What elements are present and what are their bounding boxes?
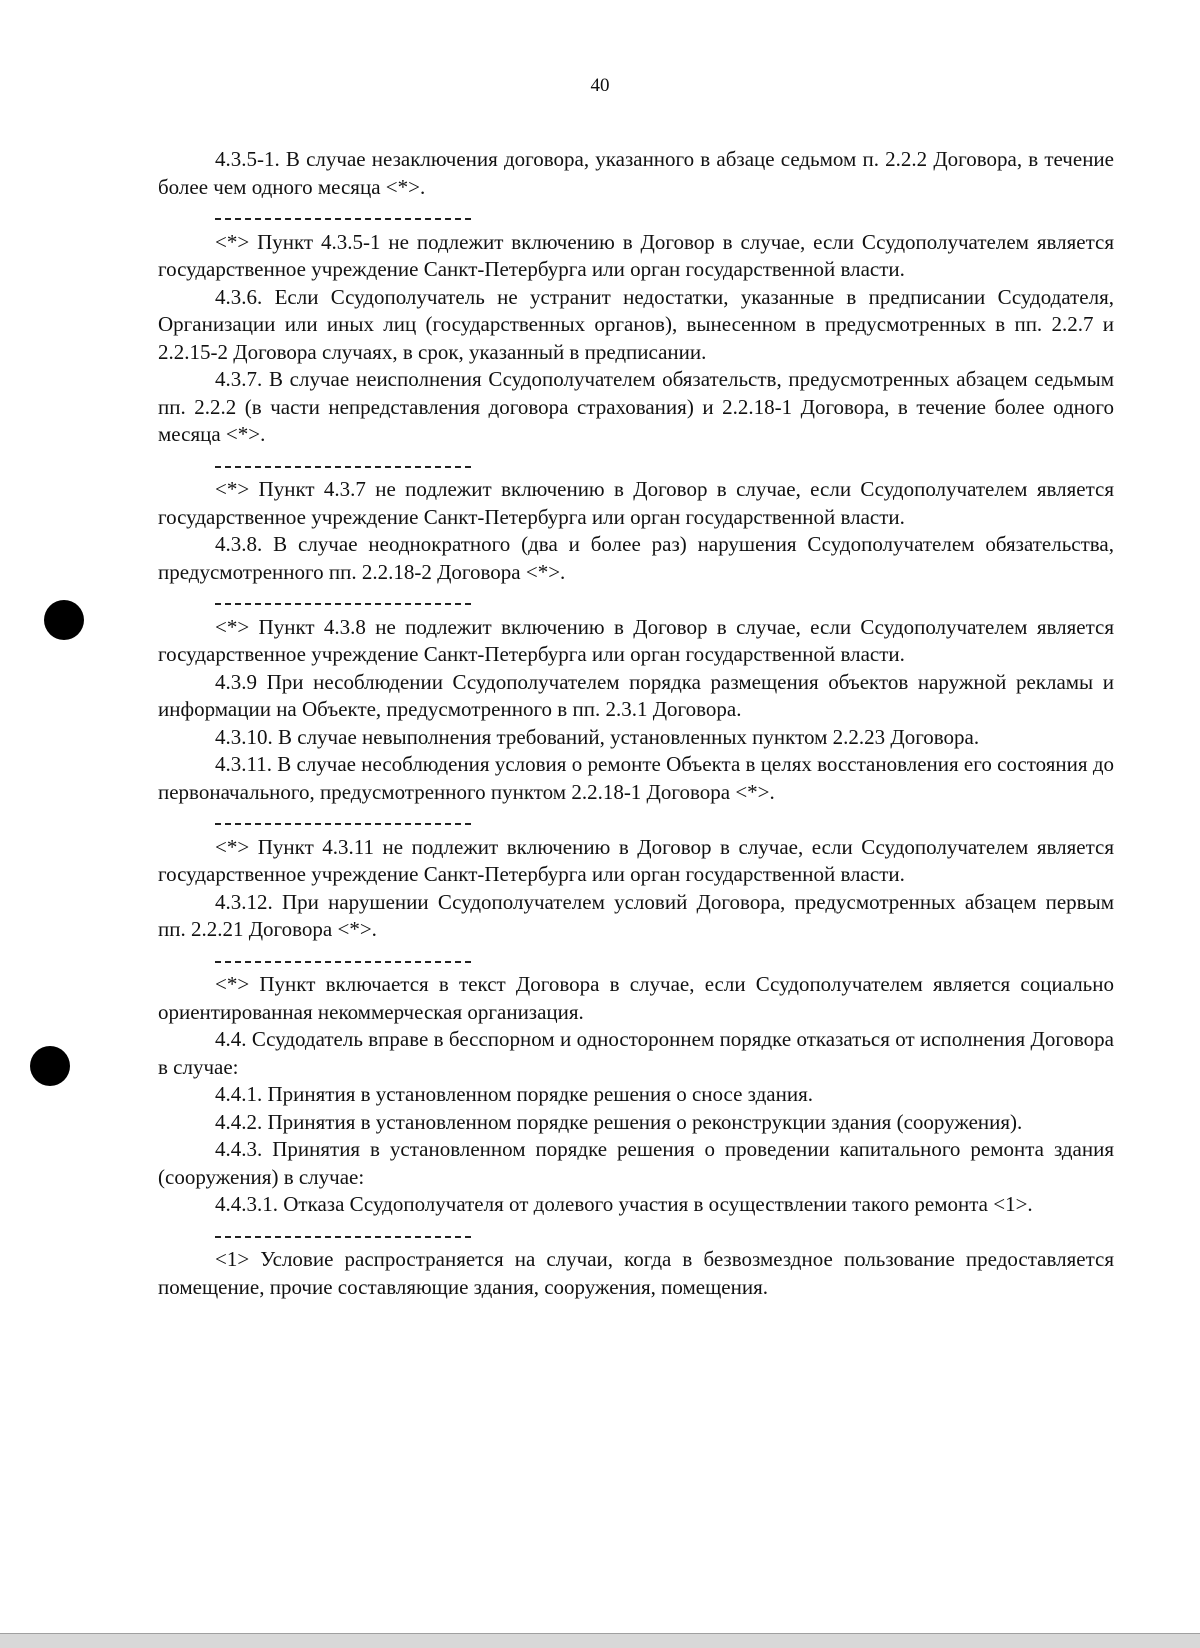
clause-4-4-1: 4.4.1. Принятия в установленном порядке решения о сносе здания. [215, 1082, 813, 1106]
clause-4-4: 4.4. Ссудодатель вправе в бесспорном и одностороннем порядке отказаться от исполнения Договора в случае: [158, 1027, 1114, 1079]
clause-4-3-5-1: 4.3.5-1. В случае незаключения договора, указанного в абзаце седьмом п. 2.2.2 Договора, в течение более чем одного месяца <*>. [158, 147, 1114, 199]
clause-4-3-7: 4.3.7. В случае неисполнения Ссудополучателем обязательств, предусмотренных абзацем седьмым пп. 2.2.2 (в части непредставления договора страхования) и 2.2.18-1 Договора, в течение более одного месяца <*>. [158, 367, 1114, 446]
footnote-separator [215, 806, 471, 834]
clause-4-3-9: 4.3.9 При несоблюдении Ссудополучателем порядка размещения объектов наружной рекламы и информации на Объекте, предусмотренного в пп. 2.3.1 Договора. [158, 669, 1114, 721]
clause-4-3-11: 4.3.11. В случае несоблюдения условия о ремонте Объекта в целях восстановления его состояния до первоначального, предусмотренного пунктом 2.2.18-1 Договора <*>. [158, 752, 1114, 804]
punch-hole-mark [44, 600, 84, 640]
footnote-separator [215, 586, 471, 614]
footnote-4-3-8: <*> Пункт 4.3.8 не подлежит включению в Договор в случае, если Ссудополучателем является государственное учреждение Санкт-Петербурга или орган государственной власти. [158, 614, 1114, 666]
clause-4-4-3: 4.4.3. Принятия в установленном порядке решения о проведении капитального ремонта здания (сооружения) в случае: [158, 1137, 1114, 1189]
clause-4-3-8: 4.3.8. В случае неоднократного (два и более раз) нарушения Ссудополучателем обязательства, предусмотренного пп. 2.2.18-2 Договора <*>. [158, 532, 1114, 584]
footnote-separator [215, 944, 471, 972]
page-number: 40 [590, 75, 610, 96]
footnote-separator [215, 1219, 471, 1247]
clause-4-3-12: 4.3.12. При нарушении Ссудополучателем условий Договора, предусмотренных абзацем первым пп. 2.2.21 Договора <*>. [158, 889, 1114, 941]
clause-4-3-10: 4.3.10. В случае невыполнения требований, установленных пунктом 2.2.23 Договора. [215, 724, 980, 749]
footnote-4-3-12: <*> Пункт включается в текст Договора в случае, если Ссудополучателем является социально ориентированная некоммерческая организация. [158, 972, 1114, 1024]
footnote-separator [215, 201, 471, 229]
clause-4-3-6: 4.3.6. Если Ссудополучатель не устранит недостатки, указанные в предписании Ссудодателя, Организации или иных лиц (государственных органов), вынесенном в предусмотренных в пп. 2.2.7 и 2.2.15-2 Договора случаях, в срок, указанный в предписании. [158, 284, 1114, 364]
footnote-4-3-5-1: <*> Пункт 4.3.5-1 не подлежит включению в Договор в случае, если Ссудополучателем является государственное учреждение Санкт-Петербурга или орган государственной власти. [158, 229, 1114, 281]
footnote-separator [215, 449, 471, 477]
clause-4-4-3-1: 4.4.3.1. Отказа Ссудополучателя от долевого участия в осуществлении такого ремонта <1>. [215, 1192, 1033, 1216]
clause-4-4-2: 4.4.2. Принятия в установленном порядке решения о реконструкции здания (сооружения). [215, 1109, 1023, 1134]
footnote-1: <1> Условие распространяется на случаи, когда в безвозмездное пользование предоставляется помещение, прочие составляющие здания, сооружения, помещения. [158, 1247, 1114, 1299]
footnote-4-3-7: <*> Пункт 4.3.7 не подлежит включению в Договор в случае, если Ссудополучателем является государственное учреждение Санкт-Петербурга или орган государственной власти. [158, 477, 1114, 529]
punch-hole-mark [30, 1046, 70, 1086]
document-body [158, 146, 1114, 1301]
footnote-4-3-11: <*> Пункт 4.3.11 не подлежит включению в Договор в случае, если Ссудополучателем является государственное учреждение Санкт-Петербурга или орган государственной власти. [158, 834, 1114, 886]
scan-bottom-edge [0, 1633, 1200, 1648]
